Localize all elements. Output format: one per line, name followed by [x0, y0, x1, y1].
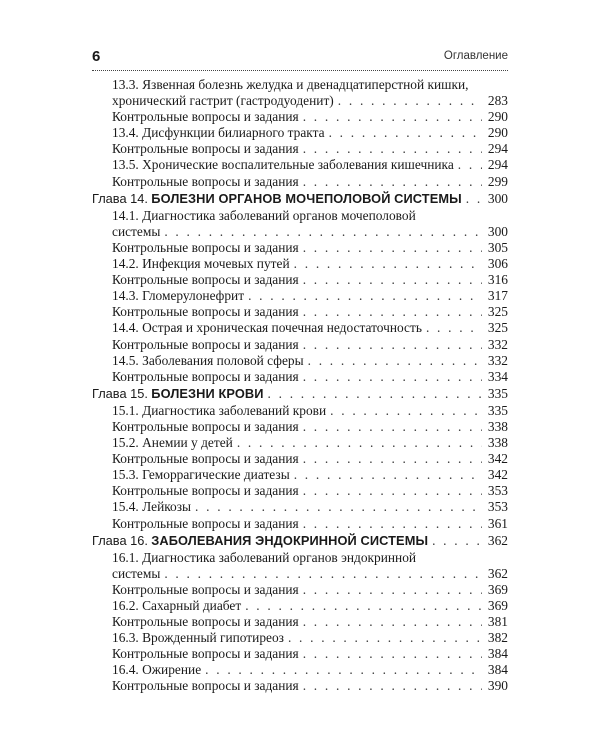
dot-leader [294, 467, 482, 483]
toc-page-number: 294 [487, 141, 508, 157]
toc-page-number: 316 [487, 272, 508, 288]
toc-entry-title: Контрольные вопросы и задания [112, 368, 299, 384]
toc-entry [92, 582, 508, 598]
toc-entry [92, 353, 508, 369]
toc-entry-line [112, 516, 508, 532]
dot-leader [303, 419, 482, 435]
toc-page-number: 342 [487, 451, 508, 467]
toc-entry-line [112, 141, 508, 157]
toc-page-number: 290 [487, 125, 508, 141]
toc-entry-title: Контрольные вопросы и задания [112, 336, 299, 352]
toc-entry-title: 16.4. Ожирение [112, 662, 202, 678]
toc-entry [92, 288, 508, 304]
dot-leader [303, 337, 482, 353]
toc-page-number: 305 [487, 239, 508, 255]
toc-entry-title: 14.5. Заболевания половой сферы [112, 352, 304, 368]
toc-entry [92, 337, 508, 353]
toc-page-number: 283 [487, 93, 508, 109]
toc-entry-line [112, 467, 508, 483]
dot-leader [303, 369, 482, 385]
chapter-heading [92, 191, 462, 207]
dot-leader [268, 386, 482, 402]
chapter-heading [92, 386, 264, 402]
toc-entry [92, 369, 508, 385]
dot-leader [288, 630, 482, 646]
toc-entry-line [112, 662, 508, 678]
toc-page-number: 361 [487, 515, 508, 531]
toc-page-number: 334 [487, 368, 508, 384]
toc-entry-line [112, 630, 508, 646]
toc-page-number: 353 [487, 483, 508, 499]
toc-entry-line [112, 125, 508, 141]
toc-entry [92, 240, 508, 256]
toc-entry [92, 630, 508, 646]
chapter-label: Глава 14. [92, 190, 148, 206]
toc-entry-line [112, 337, 508, 353]
toc-entry-line [112, 419, 508, 435]
toc-entry-line [112, 157, 508, 173]
toc-entry [92, 320, 508, 336]
toc-page-number: 300 [487, 223, 508, 239]
toc-entry-line [112, 224, 508, 240]
toc-entry-line [112, 598, 508, 614]
toc-entry [92, 662, 508, 678]
dot-leader [164, 224, 482, 240]
toc-page-number: 384 [487, 662, 508, 678]
running-head: Оглавление [443, 50, 508, 62]
dot-leader [466, 191, 482, 207]
toc-entry-line [112, 320, 508, 336]
dot-leader [294, 256, 482, 272]
dot-leader [164, 566, 482, 582]
toc-entry [92, 483, 508, 499]
toc-page-number: 362 [487, 565, 508, 581]
toc-entry-line [112, 288, 508, 304]
toc-entry-line [112, 550, 508, 566]
toc-entry-title: Контрольные вопросы и задания [112, 141, 299, 157]
dot-leader [205, 662, 482, 678]
dot-leader [248, 288, 482, 304]
toc-entry-title: Контрольные вопросы и задания [112, 515, 299, 531]
toc-entry [92, 451, 508, 467]
toc-entry [92, 403, 508, 419]
toc-entry [92, 499, 508, 515]
toc-entry [92, 256, 508, 272]
toc-page-number: 369 [487, 581, 508, 597]
toc-entry-line [112, 77, 508, 93]
dot-leader [303, 240, 482, 256]
toc-entry-line [112, 483, 508, 499]
toc-entry-title: Контрольные вопросы и задания [112, 646, 299, 662]
toc-entry-title: Контрольные вопросы и задания [112, 109, 299, 125]
dot-leader [303, 109, 482, 125]
dot-leader [303, 304, 482, 320]
toc-entry-line [92, 386, 508, 402]
toc-entry [92, 678, 508, 694]
toc-entry [92, 272, 508, 288]
toc-entry-title: 14.3. Гломерулонефрит [112, 288, 245, 304]
toc-entry-title: 14.4. Острая и хроническая почечная недостаточность [112, 320, 422, 336]
toc-entry-line [112, 499, 508, 515]
toc-entry-title: Контрольные вопросы и задания [112, 581, 299, 597]
toc-entry-title: системы [112, 565, 161, 581]
toc-entry-title: Контрольные вопросы и задания [112, 678, 299, 694]
toc-entry-line [112, 93, 508, 109]
toc-entry [92, 174, 508, 190]
toc-entry-line [112, 109, 508, 125]
dot-leader [303, 141, 482, 157]
toc-entry-line [112, 256, 508, 272]
dot-leader [245, 598, 482, 614]
toc-page-number: 384 [487, 646, 508, 662]
chapter-title: ЗАБОЛЕВАНИЯ ЭНДОКРИННОЙ СИСТЕМЫ [151, 532, 429, 548]
chapter-title: БОЛЕЗНИ КРОВИ [151, 385, 264, 401]
toc-entry-title: Контрольные вопросы и задания [112, 614, 299, 630]
toc-entry-line [112, 304, 508, 320]
toc-page-number: 335 [487, 385, 508, 401]
toc-entry-title: 14.2. Инфекция мочевых путей [112, 256, 290, 272]
toc-page-number: 353 [487, 499, 508, 515]
toc-entry-line [112, 451, 508, 467]
dot-leader [303, 174, 482, 190]
dot-leader [303, 451, 482, 467]
toc-entry-line [112, 353, 508, 369]
dot-leader [303, 678, 482, 694]
toc-entry-title: системы [112, 223, 161, 239]
dot-leader [303, 483, 482, 499]
toc-entry-line [112, 174, 508, 190]
chapter-heading [92, 533, 428, 549]
toc-entry [92, 550, 508, 582]
toc-entry-line [112, 240, 508, 256]
toc-page-number: 342 [487, 467, 508, 483]
toc-entry [92, 419, 508, 435]
dot-leader [237, 435, 482, 451]
toc-entry [92, 141, 508, 157]
toc-chapter-entry [92, 386, 508, 402]
toc-page-number: 381 [487, 614, 508, 630]
toc-page-number: 332 [487, 336, 508, 352]
toc-entry-title: Контрольные вопросы и задания [112, 451, 299, 467]
toc-page-number: 317 [487, 288, 508, 304]
dot-leader [308, 353, 482, 369]
toc-entry [92, 516, 508, 532]
toc-entry-title: Контрольные вопросы и задания [112, 304, 299, 320]
toc-page-number: 362 [487, 532, 508, 548]
toc-entry [92, 304, 508, 320]
toc-entry-title: 13.3. Язвенная болезнь желудка и двенадцатиперстной кишки, [112, 77, 469, 92]
toc-entry [92, 598, 508, 614]
toc-entry-title: 15.4. Лейкозы [112, 499, 192, 515]
chapter-label: Глава 16. [92, 532, 148, 548]
toc-entry-title: 13.4. Дисфункции билиарного тракта [112, 125, 325, 141]
dot-leader [303, 614, 482, 630]
toc-chapter-entry [92, 191, 508, 207]
dot-leader [338, 93, 482, 109]
toc-entry-line [112, 566, 508, 582]
toc-entry-line [92, 191, 508, 207]
toc-entry [92, 646, 508, 662]
chapter-title: БОЛЕЗНИ ОРГАНОВ МОЧЕПОЛОВОЙ СИСТЕМЫ [151, 190, 462, 206]
toc-page-number: 335 [487, 402, 508, 418]
toc-page-number: 300 [487, 190, 508, 206]
toc-page-number: 338 [487, 418, 508, 434]
dot-leader [303, 272, 482, 288]
toc-entry-title: Контрольные вопросы и задания [112, 418, 299, 434]
toc-page-number: 306 [487, 256, 508, 272]
table-of-contents [92, 77, 508, 695]
dot-leader [432, 533, 482, 549]
toc-page-number: 325 [487, 304, 508, 320]
toc-entry-line [112, 403, 508, 419]
toc-page-number: 294 [487, 157, 508, 173]
toc-entry-line [112, 435, 508, 451]
toc-entry-line [112, 582, 508, 598]
toc-chapter-entry [92, 533, 508, 549]
toc-page-number: 338 [487, 435, 508, 451]
toc-entry [92, 109, 508, 125]
chapter-label: Глава 15. [92, 385, 148, 401]
toc-page-number: 299 [487, 173, 508, 189]
dot-leader [303, 582, 482, 598]
dot-leader [329, 125, 482, 141]
toc-entry-line [112, 208, 508, 224]
toc-entry-title: Контрольные вопросы и задания [112, 272, 299, 288]
toc-entry-title: 16.3. Врожденный гипотиреоз [112, 630, 284, 646]
toc-entry [92, 125, 508, 141]
toc-entry [92, 77, 508, 109]
page-header [92, 48, 508, 70]
toc-entry-title: 16.2. Сахарный диабет [112, 598, 242, 613]
dot-leader [458, 157, 482, 173]
toc-entry-line [112, 369, 508, 385]
toc-page-number: 332 [487, 352, 508, 368]
toc-entry-line [92, 533, 508, 549]
toc-entry-line [112, 614, 508, 630]
toc-entry [92, 467, 508, 483]
dot-leader [303, 516, 482, 532]
toc-entry-title: хронический гастрит (гастродуоденит) [112, 93, 334, 109]
toc-entry [92, 157, 508, 173]
toc-entry-line [112, 678, 508, 694]
toc-entry-title: 15.1. Диагностика заболеваний крови [112, 402, 327, 418]
header-rule [92, 70, 508, 71]
toc-entry-title: Контрольные вопросы и задания [112, 173, 299, 189]
toc-page-number: 382 [487, 630, 508, 646]
toc-entry [92, 614, 508, 630]
toc-page-number: 369 [487, 598, 508, 613]
toc-entry-title: 13.5. Хронические воспалительные заболевания кишечника [112, 157, 454, 173]
toc-entry-title: Контрольные вопросы и задания [112, 483, 299, 499]
toc-entry-title: 16.1. Диагностика заболеваний органов эндокринной [112, 549, 417, 565]
dot-leader [195, 499, 482, 515]
toc-entry [92, 435, 508, 451]
dot-leader [303, 646, 482, 662]
toc-entry [92, 208, 508, 240]
toc-page-number: 290 [487, 109, 508, 125]
dot-leader [330, 403, 482, 419]
toc-entry-line [112, 646, 508, 662]
toc-entry-line [112, 272, 508, 288]
toc-entry-title: 15.3. Геморрагические диатезы [112, 467, 290, 483]
page-number: 6 [92, 48, 101, 65]
toc-entry-title: 14.1. Диагностика заболеваний органов мочеполовой [112, 207, 416, 223]
toc-page-number: 390 [487, 678, 508, 694]
toc-page-number: 325 [487, 320, 508, 336]
toc-entry-title: 15.2. Анемии у детей [112, 435, 233, 451]
dot-leader [426, 320, 482, 336]
toc-entry-title: Контрольные вопросы и задания [112, 239, 299, 255]
